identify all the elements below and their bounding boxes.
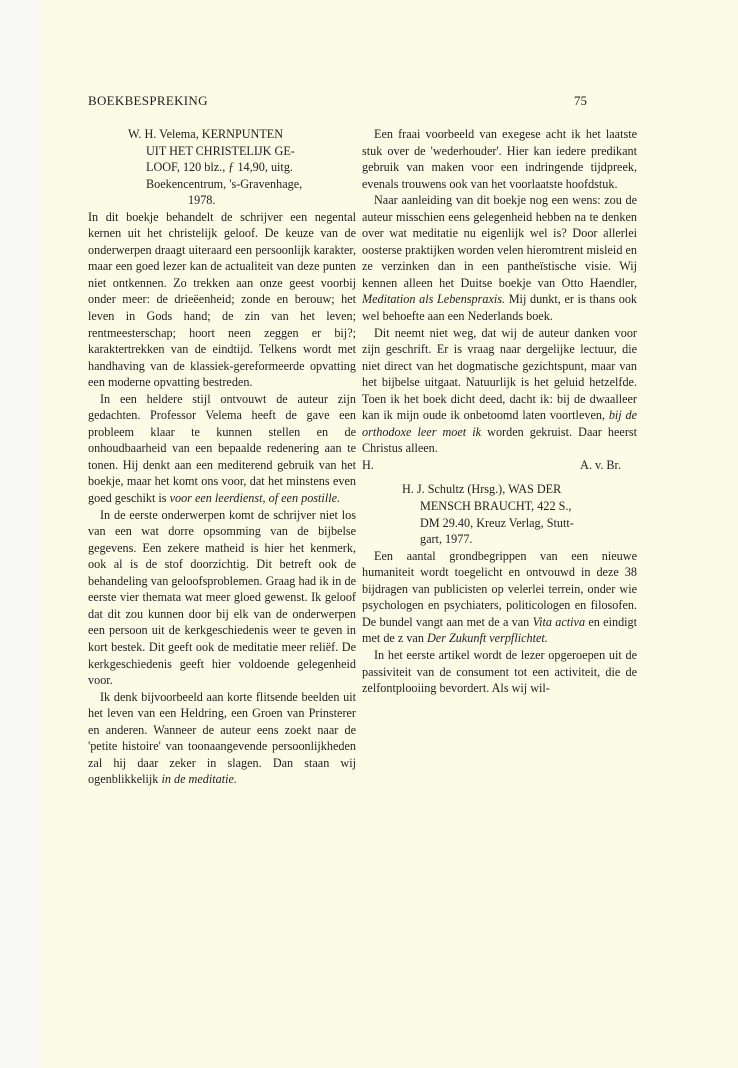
review-2-paragraph-1: Een aantal grondbegrippen van een nieuwe humaniteit wordt toegelicht en ontvouwd in deze 38 bijdragen van publicisten op velerlei terrein, onder wie psychologen en psychiaters, politicologen en filosofen. De bundel vangt aan met de a van Vita activa en eindigt met de z van Der Zukunft verpflichtet. bbox=[362, 548, 638, 646]
page-number: 75 bbox=[574, 93, 587, 108]
scan-border bbox=[0, 0, 41, 1068]
review-2-paragraph-2: In het eerste artikel wordt de lezer opgeroepen uit de passiviteit van de consument tot een activiteit, die de zelfontplooiing bevordert. Als wij wil- bbox=[362, 647, 637, 696]
review-1-paragraph-4: Ik denk bijvoorbeeld aan korte flitsende beelden uit het leven van een Heldring, een Groen van Prinsterer en anderen. Wanneer de auteur eens zoekt naar de 'petite histoire' van toonaangevende persoonlijkheden zal hij daar zeker in slagen. Dan staan wij ogenblikkelijk in de meditatie. bbox=[88, 689, 356, 787]
book-page bbox=[40, 0, 738, 1068]
running-head: BOEKBESPREKING bbox=[88, 93, 208, 108]
review-2-reference: H. J. Schultz (Hrsg.), WAS DER MENSCH BRAUCHT, 422 S., DM 29.40, Kreuz Verlag, Stutt- gart, 1977. bbox=[402, 482, 574, 547]
left-column bbox=[88, 126, 356, 788]
review-1-reference: W. H. Velema, KERNPUNTEN UIT HET CHRISTELIJK GE- LOOF, 120 blz., ƒ 14,90, uitg. Boekencentrum, 's-Gravenhage, 1978. bbox=[128, 127, 303, 208]
review-1-signature: H. A. v. Br. bbox=[362, 457, 621, 472]
review-1-paragraph-5: Een fraai voorbeeld van exegese acht ik het laatste stuk over de 'wederhouder'. Hier kan iedere predikant gebruik van maken voor een indringende tijdpreek, evenals trouwens ook van het voorlaatste hoofdstuk. bbox=[362, 127, 637, 191]
review-1-paragraph-7: Dit neemt niet weg, dat wij de auteur danken voor zijn geschrift. Er is vraag naar dergelijke lectuur, die niet direct van het dogmatische gezichtspunt, maar van het bijbelse uitgaat. Natuurlijk is het geluid hetzelfde. Toen ik het boek dicht deed, dacht ik: bij de dwaalleer kan ik mijn oude ik onbetoomd laten voortleven, bij de orthodoxe leer moet ik worden gekruist. Daar heerst Christus alleen. bbox=[362, 325, 638, 456]
review-1-paragraph-6: Naar aanleiding van dit boekje nog een wens: zou de auteur misschien eens gelegenheid hebben na te denken over wat meditatie nu eigenlijk wel is? Door allerlei oosterse praktijken worden velen hieromtrent misleid en ze verzinken dan in een pantheïstische visie. Wij kennen alleen het Duitse boekje van Otto Haendler, Meditation als Lebenspraxis. Mij dunkt, er is thans ook wel behoefte aan een Nederlands boek. bbox=[362, 193, 638, 324]
right-column bbox=[362, 126, 637, 697]
review-1-paragraph-2: In een heldere stijl ontvouwt de auteur zijn gedachten. Professor Velema heeft de gave een probleem klaar te kunnen stellen en de onhoudbaarheid van een bepaalde redenering aan te tonen. Hij denkt aan een mediterend gebruik van het boekje, maar het komt ons voor, dat het minstens even goed geschikt is voor een leerdienst, of een postille. bbox=[88, 391, 356, 506]
review-1-paragraph-1: In dit boekje behandelt de schrijver een negental kernen uit het christelijk geloof. De keuze van de onderwerpen draagt uiteraard een persoonlijk karakter, maar een goed lezer kan de actualiteit van deze punten niet ontkennen. Zo trekken aan onze geest voorbij onder meer: de drieëenheid; zonde en berouw; het leven in Gods hand; de zin van het leven; rentmeesterschap; hoort neen zeggen er bij?; karaktertrekken van de eindtijd. Telkens wordt met handhaving van de klassiek-gereformeerde opvatting een moderne opvatting bestreden. bbox=[88, 209, 356, 390]
review-1-paragraph-3: In de eerste onderwerpen komt de schrijver niet los van een wat dorre opsomming van de bijbelse gegevens. Een zekere matheid is hier het kenmerk, ook al is de stof doorzichtig. Dit betreft ook de behandeling van geloofsproblemen. Graag had ik in de eerste vier themata wat meer gloed gewenst. Ik geloof dat dit zou kunnen door bij elk van de onderwerpen een persoon uit de kerkgeschiedenis weer te geven in kort bestek. Dit geeft ook de meditatie meer reliëf. De kerkgeschiedenis geeft hier voldoende gelegenheid voor. bbox=[88, 507, 356, 688]
